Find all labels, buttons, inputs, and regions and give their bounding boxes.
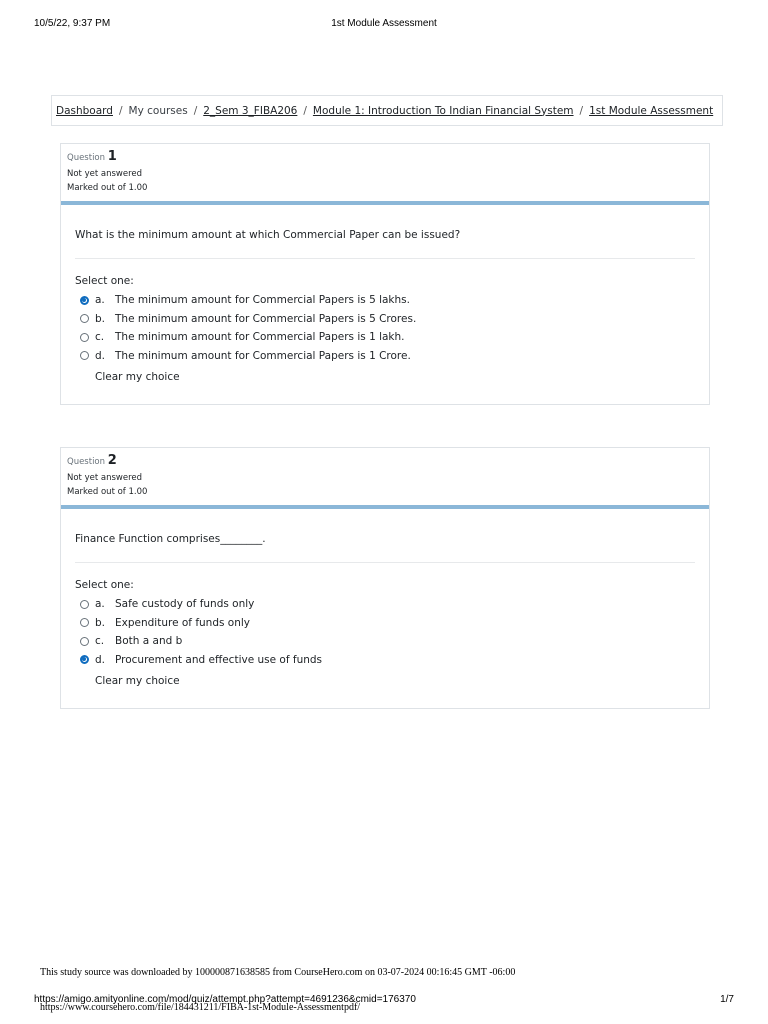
option-text: Safe custody of funds only xyxy=(115,598,255,611)
question-number xyxy=(67,454,709,469)
answer-options xyxy=(75,595,695,669)
question-state: Not yet answered xyxy=(67,169,143,179)
answer-option[interactable] xyxy=(75,595,695,614)
clear-choice-link[interactable]: Clear my choice xyxy=(95,371,180,383)
option-text: Expenditure of funds only xyxy=(115,616,251,629)
radio-button[interactable] xyxy=(80,351,89,360)
select-one-prompt: Select one: xyxy=(75,579,134,591)
clear-choice-link[interactable]: Clear my choice xyxy=(95,675,180,687)
print-title: 1st Module Assessment xyxy=(331,18,437,29)
question-state: Not yet answered xyxy=(67,473,143,483)
option-text: Both a and b xyxy=(115,635,183,648)
select-one-prompt: Select one: xyxy=(75,275,134,287)
question-text: What is the minimum amount at which Commercial Paper can be issued? xyxy=(75,205,695,259)
breadcrumb-separator: / xyxy=(303,104,307,117)
radio-button[interactable] xyxy=(80,655,89,664)
option-letter: d. xyxy=(95,653,106,666)
option-letter: d. xyxy=(95,349,106,362)
breadcrumb-separator: / xyxy=(193,104,198,117)
option-letter: b. xyxy=(95,616,106,629)
radio-button[interactable] xyxy=(80,296,89,305)
option-text: The minimum amount for Commercial Papers is 1 Crore. xyxy=(115,349,411,362)
option-text: Procurement and effective use of funds xyxy=(115,653,323,666)
question-number-value: 1 xyxy=(107,149,117,164)
answer-option[interactable] xyxy=(75,328,695,347)
option-letter: c. xyxy=(95,635,105,648)
breadcrumb-separator: / xyxy=(579,104,584,117)
question-text: Finance Function comprises________. xyxy=(75,509,695,563)
print-date: 10/5/22, 9:37 PM xyxy=(34,18,111,29)
breadcrumb-module-link[interactable]: Module 1: Introduction To Indian Financial System xyxy=(312,104,574,117)
option-letter: a. xyxy=(95,598,105,611)
answer-option[interactable] xyxy=(75,632,695,651)
option-text: The minimum amount for Commercial Papers is 5 Crores. xyxy=(115,312,417,325)
question-grade: Marked out of 1.00 xyxy=(67,183,148,193)
radio-button[interactable] xyxy=(80,333,89,342)
option-text: The minimum amount for Commercial Papers is 5 lakhs. xyxy=(115,294,410,307)
download-source-note: This study source was downloaded by 100000871638585 from CourseHero.com on 03-07-2024 00:16:45 GMT -06:00 xyxy=(40,967,516,978)
radio-button[interactable] xyxy=(80,600,89,609)
question-number-value: 2 xyxy=(107,453,117,468)
question-label: Question xyxy=(67,457,106,467)
question-info xyxy=(61,448,709,509)
radio-button[interactable] xyxy=(80,637,89,646)
question-card-2 xyxy=(60,447,710,709)
option-letter: b. xyxy=(95,312,106,325)
print-footer-url: https://amigo.amityonline.com/mod/quiz/attempt.php?attempt=4691236&cmid=176370 xyxy=(34,994,416,1005)
breadcrumb-separator: / xyxy=(118,104,123,117)
breadcrumb-my-courses: My courses xyxy=(128,104,188,117)
answer-option[interactable] xyxy=(75,651,695,670)
answer-option[interactable] xyxy=(75,291,695,310)
option-text: The minimum amount for Commercial Papers is 1 lakh. xyxy=(115,331,405,344)
option-letter: a. xyxy=(95,294,105,307)
answer-option[interactable] xyxy=(75,310,695,329)
question-content xyxy=(61,205,709,384)
question-label: Question xyxy=(67,153,106,163)
radio-button[interactable] xyxy=(80,314,89,323)
question-grade: Marked out of 1.00 xyxy=(67,487,148,497)
answer-options xyxy=(75,291,695,365)
coursehero-url: https://www.coursehero.com/file/184431211/FIBA-1st-Module-Assessmentpdf/ xyxy=(40,1002,361,1013)
breadcrumb xyxy=(51,95,723,126)
breadcrumb-dashboard-link[interactable]: Dashboard xyxy=(56,104,113,117)
radio-button[interactable] xyxy=(80,618,89,627)
page-number: 1/7 xyxy=(720,994,734,1005)
answer-option[interactable] xyxy=(75,347,695,366)
breadcrumb-course-link[interactable]: 2_Sem 3_FIBA206 xyxy=(203,104,298,117)
breadcrumb-assessment-link[interactable]: 1st Module Assessment xyxy=(589,104,714,117)
option-letter: c. xyxy=(95,331,105,344)
print-header xyxy=(34,18,734,30)
question-card-1 xyxy=(60,143,710,405)
question-number xyxy=(67,150,709,165)
answer-option[interactable] xyxy=(75,614,695,633)
question-content xyxy=(61,509,709,688)
question-info xyxy=(61,144,709,205)
